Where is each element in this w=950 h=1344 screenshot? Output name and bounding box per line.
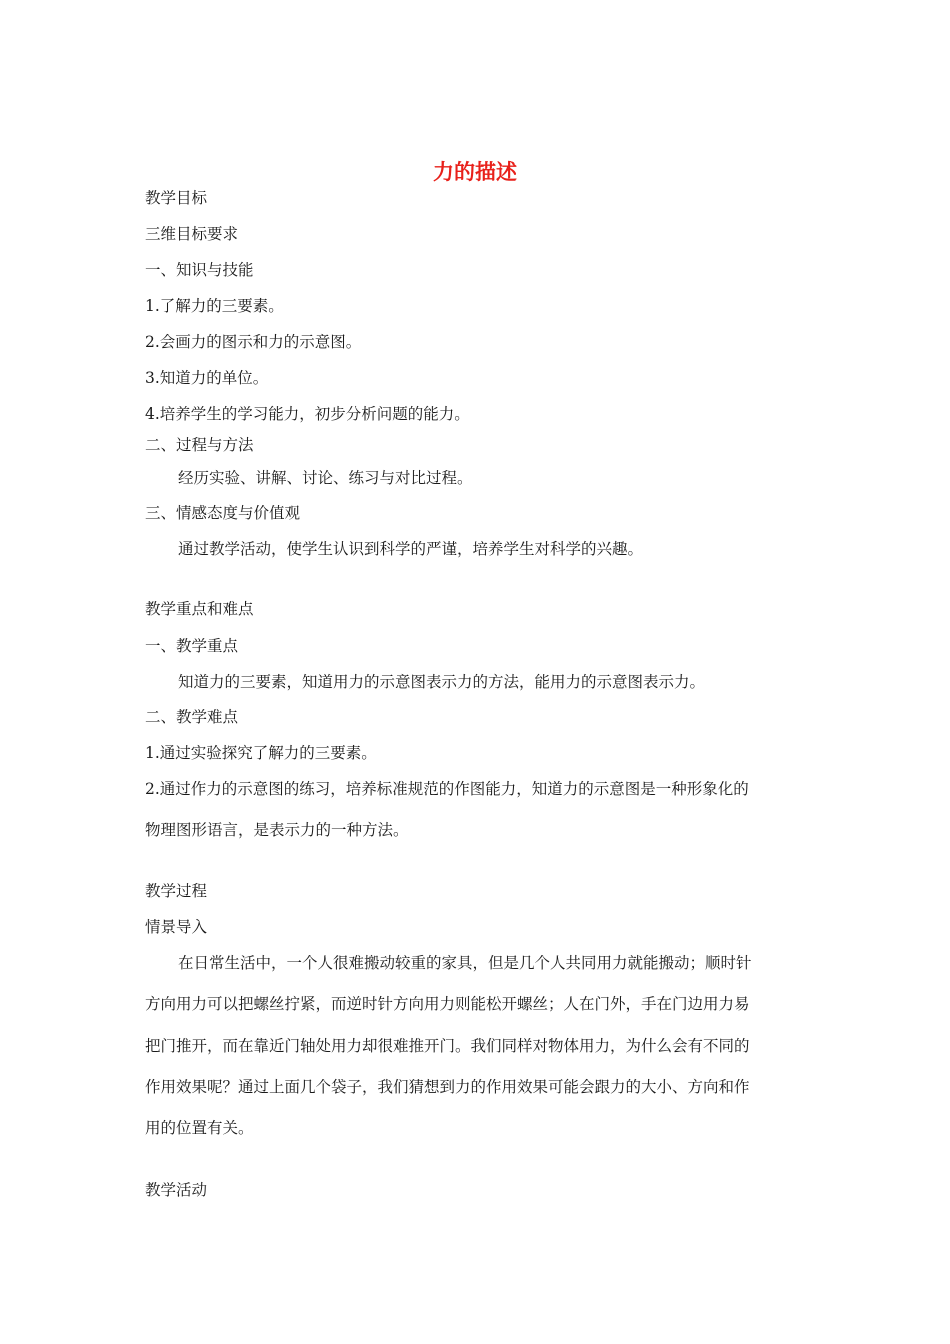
section-emotion-values: 三、情感态度与价值观 [145,504,301,522]
paragraph: 知道力的三要素，知道用力的示意图表示力的方法，能用力的示意图表示力。 [178,673,706,691]
subheading-3d-objectives: 三维目标要求 [145,225,239,243]
list-item: 1.通过实验探究了解力的三要素。 [145,744,377,762]
heading-teaching-activities: 教学活动 [145,1181,208,1199]
paragraph: 在日常生活中，一个人很难搬动较重的家具，但是几个人共同用力就能搬动；顺时针 [178,954,752,972]
section-difficult-points: 二、教学难点 [145,708,239,726]
paragraph: 通过教学活动，使学生认识到科学的严谨，培养学生对科学的兴趣。 [178,540,644,558]
heading-teaching-process: 教学过程 [145,882,208,900]
list-item: 3.知道力的单位。 [145,369,269,387]
list-item: 2.通过作力的示意图的练习，培养标准规范的作图能力，知道力的示意图是一种形象化的 [145,780,749,798]
section-process-methods: 二、过程与方法 [145,436,254,454]
section-key-points: 一、教学重点 [145,637,239,655]
list-item-continuation: 物理图形语言，是表示力的一种方法。 [145,821,409,839]
list-item: 2.会画力的图示和力的示意图。 [145,333,362,351]
heading-key-difficult-points: 教学重点和难点 [145,600,254,618]
paragraph-continuation: 用的位置有关。 [145,1119,254,1137]
section-knowledge-skills: 一、知识与技能 [145,261,254,279]
paragraph-continuation: 方向用力可以把螺丝拧紧，而逆时针方向用力则能松开螺丝；人在门外，手在门边用力易 [145,995,750,1013]
heading-teaching-objectives: 教学目标 [145,189,208,207]
paragraph: 经历实验、讲解、讨论、练习与对比过程。 [178,469,473,487]
document-title: 力的描述 [433,160,517,184]
list-item: 4.培养学生的学习能力，初步分析问题的能力。 [145,405,470,423]
paragraph-continuation: 作用效果呢？通过上面几个袋子，我们猜想到力的作用效果可能会跟力的大小、方向和作 [145,1078,750,1096]
list-item: 1.了解力的三要素。 [145,297,284,315]
subheading-scenario-intro: 情景导入 [145,918,208,936]
paragraph-continuation: 把门推开，而在靠近门轴处用力却很难推开门。我们同样对物体用力，为什么会有不同的 [145,1037,750,1055]
